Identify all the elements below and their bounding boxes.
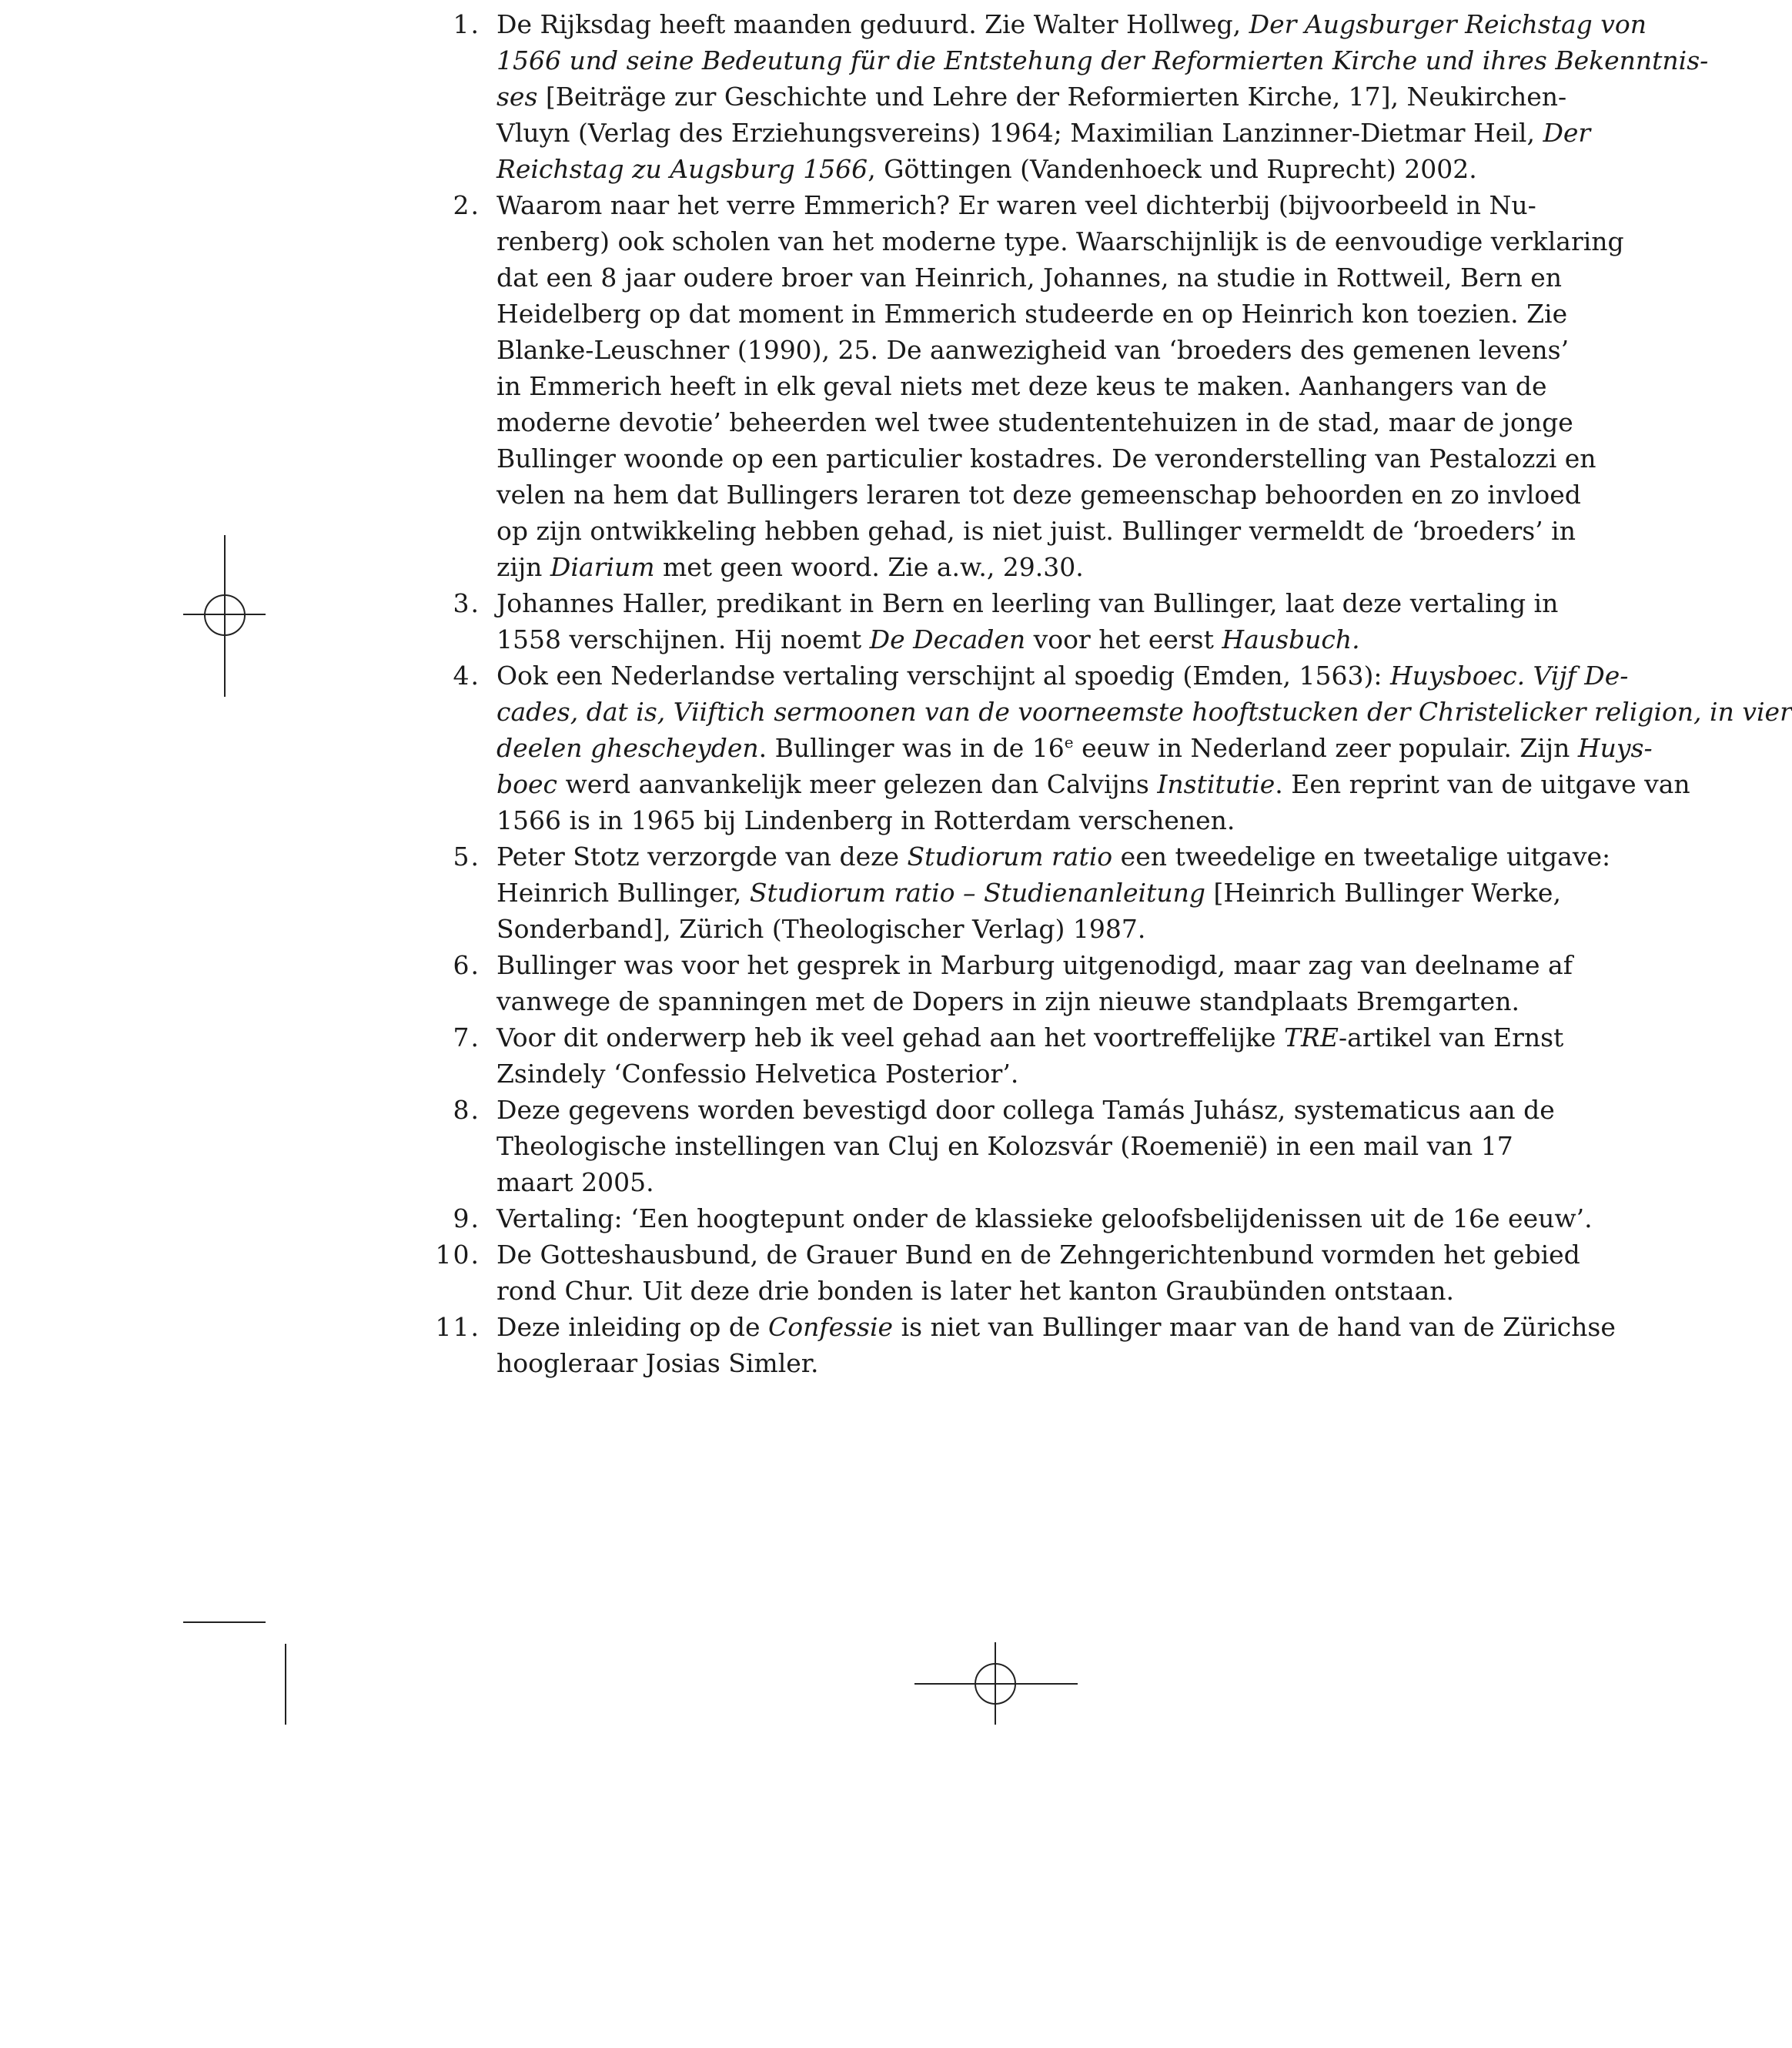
footnote-text: Heinrich Bullinger,	[496, 878, 750, 908]
footnote-line	[496, 585, 1559, 621]
footnote-item	[416, 658, 1792, 838]
footnote-line	[496, 1056, 1493, 1092]
footnote-text: renberg) ook scholen van het moderne type. Waarschijnlijk is de eenvoudige verklaring	[496, 226, 1624, 256]
footnote-line	[496, 6, 1647, 42]
footnote-number: 7.	[453, 1022, 480, 1052]
footnote-line	[496, 838, 1611, 875]
footnote-text: Voor dit onderwerp heb ik veel gehad aan het voortreffelijke	[496, 1022, 1284, 1052]
footnote-text: dat een 8 jaar oudere broer van Heinrich, Johannes, na studie in Rottweil, Bern en	[496, 263, 1563, 293]
footnote-number: 3.	[453, 588, 480, 618]
footnote-line	[496, 1200, 1593, 1236]
footnote-italic-text: deelen ghescheyden	[496, 733, 759, 763]
footnote-italic-text: Studiorum ratio	[907, 842, 1113, 872]
footnote-item	[416, 6, 1709, 187]
crop-mark-bottom-left-vertical	[285, 1644, 286, 1725]
footnote-italic-text: Der	[1543, 118, 1591, 148]
footnote-text: Deze gegevens worden bevestigd door collega Tamás Juhász, systematicus aan de	[496, 1095, 1555, 1125]
footnote-text: Sonderband], Zürich (Theologischer Verlag) 1987.	[496, 914, 1146, 944]
footnote-superscript: e	[1064, 733, 1074, 751]
footnote-text: , Göttingen (Vandenhoeck und Ruprecht) 2002.	[868, 154, 1477, 184]
footnote-number: 4.	[453, 661, 480, 691]
footnote-italic-text: Huys-	[1577, 733, 1653, 763]
footnote-italic-text: Studiorum ratio – Studienanleitung	[749, 878, 1206, 908]
footnote-text: Deze inleiding op de	[496, 1312, 769, 1342]
footnote-text: . Een reprint van de uitgave van	[1275, 769, 1690, 799]
footnote-item	[416, 947, 1573, 1019]
footnote-number: 5.	[453, 842, 480, 872]
footnote-text: velen na hem dat Bullingers leraren tot deze gemeenschap behoorden en zo invloed	[496, 480, 1581, 510]
footnote-text: 1566 is in 1965 bij Lindenberg in Rotterdam verschenen.	[496, 805, 1235, 835]
footnote-italic-text: Diarium	[550, 552, 655, 582]
footnote-line	[496, 115, 1591, 151]
footnote-line	[496, 477, 1581, 513]
footnote-text: Peter Stotz verzorgde van deze	[496, 842, 908, 872]
footnote-line	[496, 368, 1547, 404]
footnote-line	[496, 1273, 1493, 1309]
footnote-italic-text: Reichstag zu Augsburg 1566	[496, 154, 868, 184]
footnote-item	[416, 1019, 1564, 1092]
footnote-number: 6.	[453, 950, 480, 980]
footnote-text: werd aanvankelijk meer gelezen dan Calvijns	[557, 769, 1158, 799]
footnote-italic-text: Institutie	[1157, 769, 1275, 799]
footnote-line	[496, 1345, 1493, 1381]
footnote-text: -artikel van Ernst	[1338, 1022, 1564, 1052]
footnote-text: Bullinger woonde op een particulier kostadres. De veronderstelling van Pestalozzi en	[496, 443, 1596, 474]
footnote-text: . Bullinger was in de 16	[758, 733, 1065, 763]
footnote-text: voor het eerst	[1025, 624, 1222, 654]
footnote-line	[496, 983, 1520, 1019]
footnote-number: 9.	[453, 1203, 480, 1233]
footnote-number: 8.	[453, 1095, 480, 1125]
footnote-line	[496, 1092, 1555, 1128]
footnote-text: De Gotteshausbund, de Grauer Bund en de Zehngerichtenbund vormden het gebied	[496, 1240, 1580, 1270]
footnote-item	[416, 838, 1611, 947]
footnote-item	[416, 585, 1559, 658]
footnote-italic-text: ses	[496, 82, 538, 112]
footnote-text: Ook een Nederlandse vertaling verschijnt al spoedig (Emden, 1563):	[496, 661, 1390, 691]
footnote-number: 2.	[453, 190, 480, 220]
footnote-line	[496, 947, 1573, 983]
footnote-line	[496, 440, 1596, 477]
footnote-text: Blanke-Leuschner (1990), 25. De aanwezigheid van ‘broeders des gemenen levens’	[496, 335, 1570, 365]
footnote-text: [Beiträge zur Geschichte und Lehre der Reformierten Kirche, 17], Neukirchen-	[537, 82, 1567, 112]
footnote-list	[416, 6, 1792, 1381]
footnote-text: eeuw in Nederland zeer populair. Zijn	[1073, 733, 1578, 763]
footnote-line	[496, 1019, 1564, 1056]
footnote-line	[496, 259, 1563, 296]
footnote-line	[496, 1309, 1616, 1345]
footnote-line	[496, 332, 1570, 368]
footnote-number: 11.	[435, 1312, 480, 1342]
footnote-text: moderne devotie’ beheerden wel twee studententehuizen in de stad, maar de jonge	[496, 407, 1573, 437]
footnote-text: vanwege de spanningen met de Dopers in zijn nieuwe standplaats Bremgarten.	[496, 986, 1520, 1016]
footnote-line	[496, 1236, 1580, 1273]
footnote-line	[496, 766, 1690, 802]
footnote-line	[496, 730, 1653, 766]
footnote-item	[416, 1092, 1555, 1200]
footnote-line	[496, 79, 1567, 115]
footnote-text: Zsindely ‘Confessio Helvetica Posterior’.	[496, 1059, 1019, 1089]
footnote-line	[496, 549, 1493, 585]
footnote-line	[496, 404, 1573, 440]
footnote-italic-text: Huysboec. Vijf De-	[1389, 661, 1629, 691]
footnote-line	[496, 42, 1709, 79]
footnote-text: Heidelberg op dat moment in Emmerich studeerde en op Heinrich kon toezien. Zie	[496, 299, 1568, 329]
footnote-text: Theologische instellingen van Cluj en Kolozsvár (Roemenië) in een mail van 17	[496, 1131, 1513, 1161]
footnote-text: Vertaling: ‘Een hoogtepunt onder de klassieke geloofsbelijdenissen uit de 16e eeuw’.	[496, 1203, 1593, 1233]
footnote-text: Johannes Haller, predikant in Bern en leerling van Bullinger, laat deze vertaling in	[496, 588, 1559, 618]
footnote-text: is niet van Bullinger maar van de hand van de Zürichse	[893, 1312, 1616, 1342]
footnote-italic-text: Confessie	[768, 1312, 894, 1342]
footnote-line	[496, 658, 1629, 694]
footnote-italic-text: 1566 und seine Bedeutung für die Entstehung der Reformierten Kirche und ihres Bekenntnis-	[496, 45, 1709, 75]
footnote-text: rond Chur. Uit deze drie bonden is later het kanton Graubünden ontstaan.	[496, 1276, 1455, 1306]
footnote-line	[496, 187, 1536, 223]
footnote-line	[496, 802, 1493, 838]
footnote-number: 1.	[453, 9, 480, 39]
footnote-text: De Rijksdag heeft maanden geduurd. Zie Walter Hollweg,	[496, 9, 1249, 39]
footnote-text: 1558 verschijnen. Hij noemt	[496, 624, 870, 654]
footnote-italic-text: cades, dat is, Viiftich sermoonen van de voorneemste hooftstucken der Christelicker religion, in vier	[496, 697, 1792, 727]
footnote-text: Bullinger was voor het gesprek in Marburg uitgenodigd, maar zag van deelname af	[496, 950, 1573, 980]
footnote-line	[496, 694, 1792, 730]
footnote-line	[496, 296, 1568, 332]
footnote-italic-text: boec	[496, 769, 558, 799]
footnote-italic-text: TRE	[1284, 1022, 1339, 1052]
footnote-italic-text: Hausbuch.	[1222, 624, 1360, 654]
footnote-item	[416, 187, 1624, 585]
footnote-line	[496, 151, 1493, 187]
footnote-text: een tweedelige en tweetalige uitgave:	[1112, 842, 1611, 872]
footnote-text: Vluyn (Verlag des Erziehungsvereins) 1964; Maximilian Lanzinner-Dietmar Heil,	[496, 118, 1543, 148]
footnote-line	[496, 875, 1561, 911]
registration-mark-bottom-circle	[975, 1663, 1016, 1705]
registration-mark-left-circle	[204, 594, 246, 636]
footnote-item	[416, 1200, 1593, 1236]
footnote-line	[496, 911, 1493, 947]
footnote-italic-text: Der Augsburger Reichstag von	[1249, 9, 1647, 39]
footnote-item	[416, 1309, 1616, 1381]
footnote-text: in Emmerich heeft in elk geval niets met deze keus te maken. Aanhangers van de	[496, 371, 1547, 401]
footnote-text: hoogleraar Josias Simler.	[496, 1348, 819, 1378]
footnote-line	[496, 1164, 1493, 1200]
footnote-line	[496, 223, 1624, 259]
footnote-text: op zijn ontwikkeling hebben gehad, is niet juist. Bullinger vermeldt de ‘broeders’ in	[496, 516, 1576, 546]
footnote-line	[496, 621, 1493, 658]
footnote-text: met geen woord. Zie a.w., 29.30.	[654, 552, 1084, 582]
footnote-line	[496, 513, 1576, 549]
crop-mark-bottom-left-horizontal	[183, 1621, 266, 1623]
footnote-text: zijn	[496, 552, 550, 582]
footnote-text: [Heinrich Bullinger Werke,	[1205, 878, 1561, 908]
footnote-text: maart 2005.	[496, 1167, 654, 1197]
footnote-number: 10.	[435, 1240, 480, 1270]
footnote-item	[416, 1236, 1580, 1309]
footnote-text: Waarom naar het verre Emmerich? Er waren veel dichterbij (bijvoorbeeld in Nu-	[496, 190, 1536, 220]
footnote-italic-text: De Decaden	[869, 624, 1026, 654]
footnote-line	[496, 1128, 1513, 1164]
